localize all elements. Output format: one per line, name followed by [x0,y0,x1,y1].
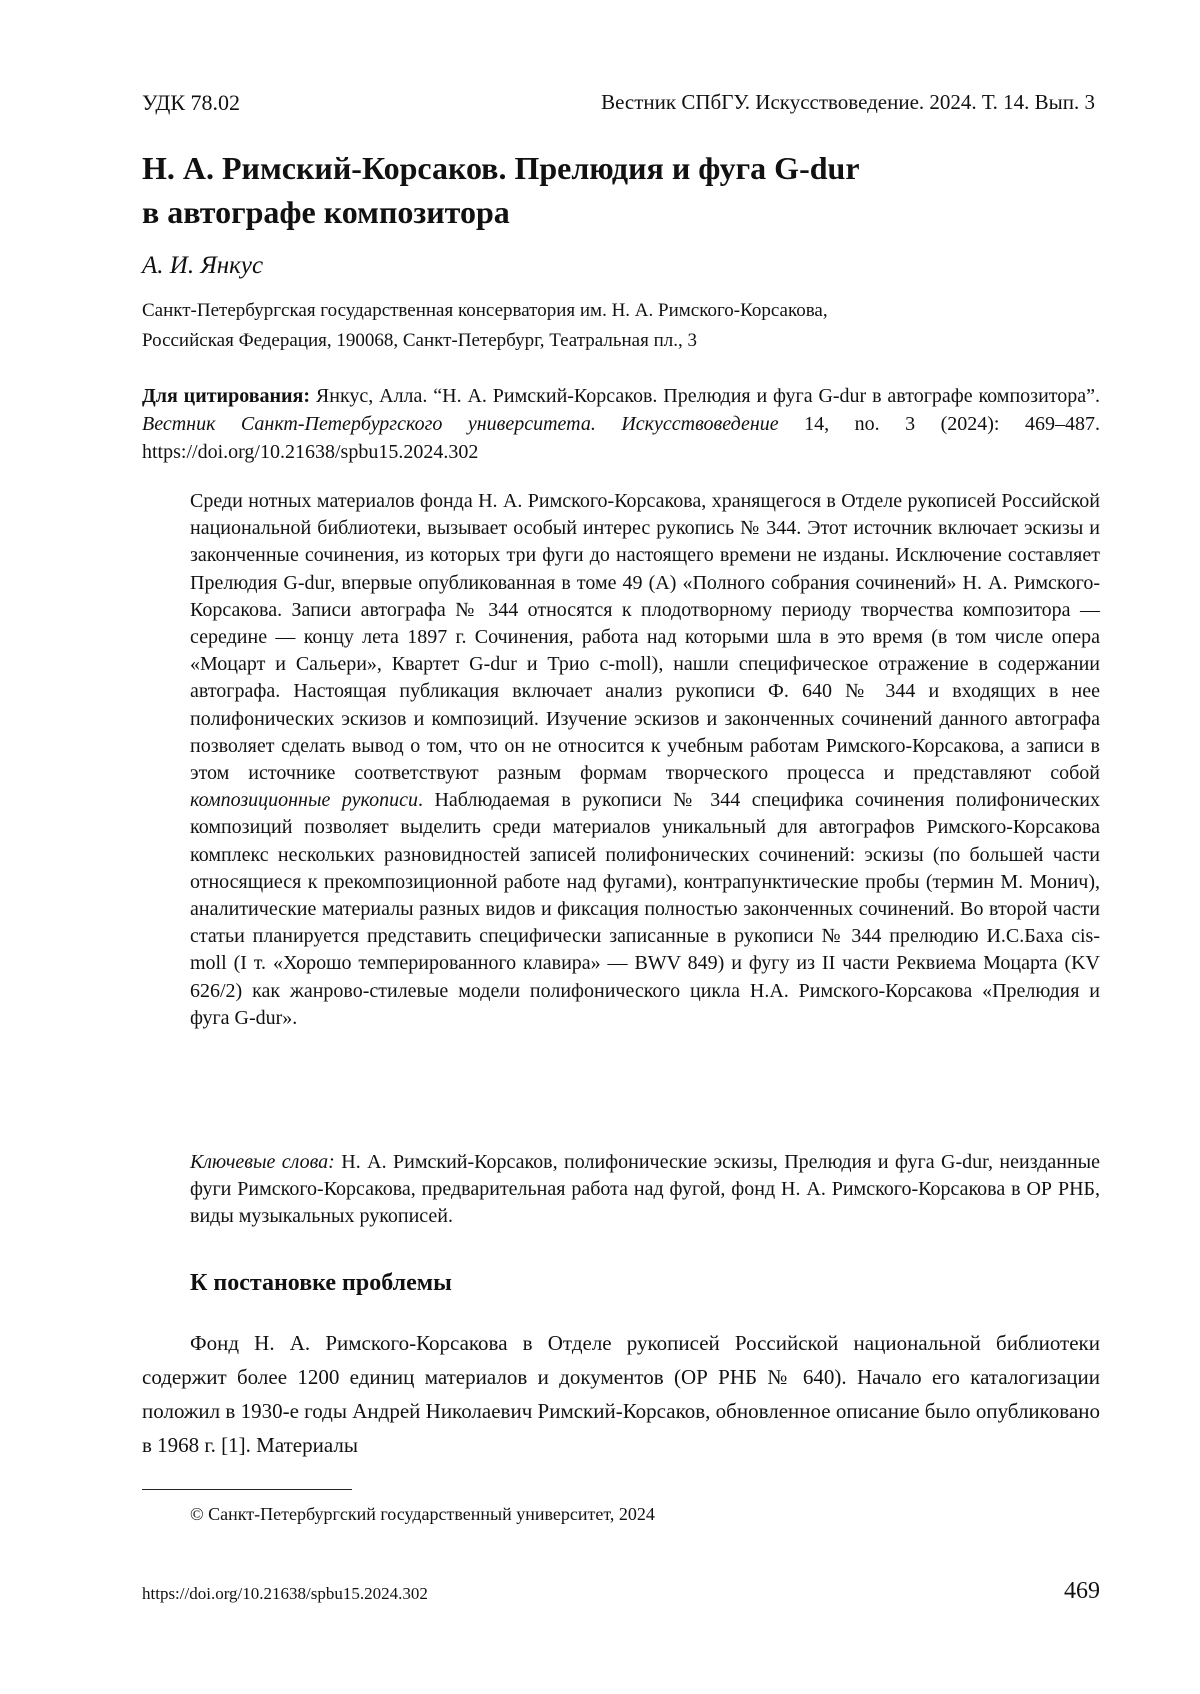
affiliation-line-2: Российская Федерация, 190068, Санкт-Петербург, Театральная пл., 3 [142,330,697,351]
footer-doi: https://doi.org/10.21638/spbu15.2024.302 [142,1584,428,1603]
citation [142,382,1100,466]
citation-text-1: Янкус, Алла. “Н. А. Римский-Корсаков. Прелюдия и фуга G-dur в автографе композитора”. [310,385,1100,407]
abstract [190,488,1100,1032]
page-number: 469 [1064,1578,1100,1604]
copyright-footnote: © Санкт-Петербургский государственный университет, 2024 [190,1504,655,1524]
author-name: А. И. Янкус [142,252,264,279]
citation-text-2: 14, no. 3 (2024): 469–487. https://doi.org/10.21638/spbu15.2024.302 [142,413,1100,463]
abstract-text-2: . Наблюдаемая в рукописи № 344 специфика сочинения полифонических композиций позволяет выделить среди материалов уникальный для автографов Римского-Корсакова комплекс нескольких разновидностей записей полифонических сочинений: эскизы (по большей части относящиеся к прекомпозиционной работе над фугами), контрапунктические пробы (термин М. Монич), аналитические материалы разных видов и фиксация полностью законченных сочинений. Во второй части статьи планируется представить специфически записанные в рукописи № 344 прелюдию И.С.Баха cis-moll (I т. «Хорошо темперированного клавира» — BWV 849) и фугу из II части Реквиема Моцарта (KV 626/2) как жанрово-стилевые модели полифонического цикла Н.А. Римского-Корсакова «Прелюдия и фуга G-dur». [190,789,1100,1029]
body-paragraph: Фонд Н. А. Римского-Корсакова в Отделе рукописей Российской национальной библиотеки содержит более 1200 единиц материалов и документов (ОР РНБ № 640). Начало его каталогизации положил в 1930-е годы Андрей Николаевич Римский-Корсаков, обновленное описание было опубликовано в 1968 г. [1]. Материалы [142,1331,1100,1457]
citation-journal: Вестник Санкт-Петербургского университета. Искусствоведение [142,413,779,435]
keywords-text: Н. А. Римский-Корсаков, полифонические эскизы, Прелюдия и фуга G-dur, неизданные фуги Римского-Корсакова, предварительная работа над фугой, фонд Н. А. Римского-Корсакова в ОР РНБ, виды музыкальных рукописей. [190,1151,1100,1227]
udc-code: УДК 78.02 [142,90,241,115]
affiliation-line-1: Санкт-Петербургская государственная консерватория им. Н. А. Римского-Корсакова, [142,300,828,321]
affiliation [142,296,1102,356]
citation-label: Для цитирования: [142,385,311,407]
keywords-label: Ключевые слова: [190,1151,335,1173]
title-line-2: в автографе композитора [142,194,510,230]
keywords [190,1149,1100,1230]
journal-header: Вестник СПбГУ. Искусствоведение. 2024. Т. 14. Вып. 3 [601,90,1095,114]
section-heading: К постановке проблемы [190,1270,452,1296]
footnote-divider [142,1489,352,1490]
abstract-text-1: Среди нотных материалов фонда Н. А. Римского-Корсакова, хранящегося в Отделе рукописей Российской национальной библиотеки, вызывает особый интерес рукопись № 344. Этот источник включает эскизы и законченные сочинения, из которых три фуги до настоящего времени не изданы. Исключение составляет Прелюдия G-dur, впервые опубликованная в томе 49 (А) «Полного собрания сочинений» Н. А. Римского-Корсакова. Записи автографа № 344 относятся к плодотворному периоду творчества композитора — середине — концу лета 1897 г. Сочинения, работа над которыми шла в это время (в том числе опера «Моцарт и Сальери», Квартет G-dur и Трио c-moll), нашли специфическое отражение в содержании автографа. Настоящая публикация включает анализ рукописи Ф. 640 № 344 и входящих в нее полифонических эскизов и композиций. Изучение эскизов и законченных сочинений данного автографа позволяет сделать вывод о том, что он не относится к учебным работам Римского-Корсакова, а записи в этом источнике соответствуют разным формам творческого процесса и представляют собой [190,490,1100,785]
abstract-italic-term: композиционные рукописи [190,789,418,812]
title-line-1: Н. А. Римский-Корсаков. Прелюдия и фуга G-dur [142,150,860,186]
article-title [142,146,1102,234]
